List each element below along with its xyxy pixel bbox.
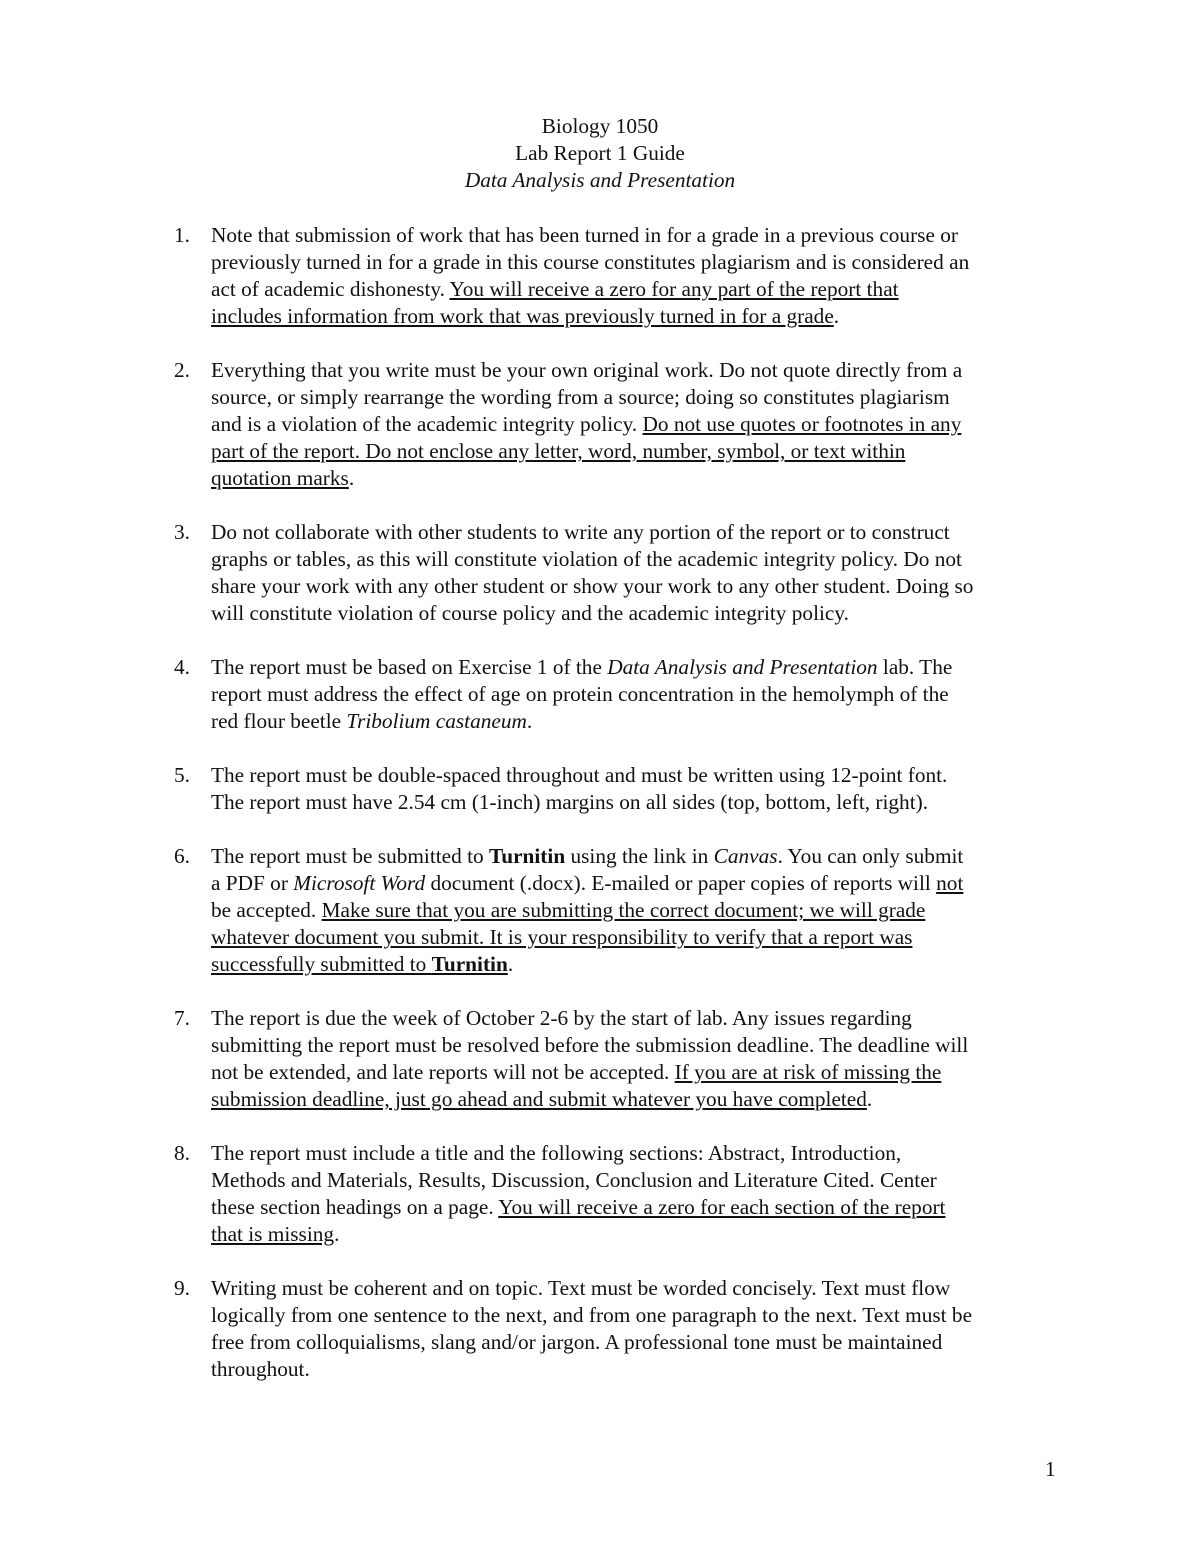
document-title: Lab Report 1 Guide — [515, 141, 685, 165]
text-segment: be accepted. — [211, 898, 322, 922]
text-segment: using the link in — [565, 844, 714, 868]
text-line — [211, 357, 1065, 384]
text-line — [211, 1032, 1065, 1059]
text-segment: not be extended, and late reports will not be accepted. — [211, 1060, 675, 1084]
text-line — [211, 1086, 1065, 1113]
underlined-text: Turnitin — [431, 952, 508, 976]
italic-text: Canvas — [713, 844, 778, 868]
text-line — [211, 276, 1065, 303]
text-line — [211, 654, 1065, 681]
page-number: 1 — [1045, 1457, 1056, 1481]
text-line — [211, 897, 1065, 924]
text-segment: source, or simply rearrange the wording from a source; doing so constitutes plagiarism — [211, 385, 950, 409]
underlined-text: Do not use quotes or footnotes in any — [642, 412, 962, 436]
underlined-text: quotation marks — [211, 466, 349, 490]
item-number: 3. — [174, 520, 190, 544]
underlined-text: submission deadline, just go ahead and submit whatever you have completed — [211, 1087, 867, 1111]
underlined-text: If you are at risk of missing the — [674, 1060, 942, 1084]
document-subtitle: Data Analysis and Presentation — [464, 168, 736, 192]
underlined-text: whatever document you submit. It is your responsibility to verify that a report was — [211, 925, 913, 949]
underlined-text: not — [936, 871, 964, 895]
guideline-item — [0, 654, 1200, 735]
guideline-item — [0, 357, 1200, 492]
text-segment: . — [866, 1087, 873, 1111]
italic-text: Tribolium castaneum — [346, 709, 527, 733]
guideline-item — [0, 1275, 1200, 1383]
underlined-text: that is missing — [211, 1222, 335, 1246]
underlined-text: successfully submitted to — [211, 952, 432, 976]
text-line — [211, 1059, 1065, 1086]
bold-text: Turnitin — [489, 844, 566, 868]
item-number: 1. — [174, 223, 190, 247]
item-text — [211, 843, 1065, 978]
text-segment: logically from one sentence to the next, and from one paragraph to the next. Text must be — [211, 1303, 973, 1327]
text-line — [211, 843, 1065, 870]
text-line — [211, 1221, 1065, 1248]
text-segment: and is a violation of the academic integrity policy. — [211, 412, 643, 436]
underlined-text: includes information from work that was previously turned in for a grade — [211, 304, 834, 328]
text-line — [211, 1302, 1065, 1329]
underlined-text: part of the report. Do not enclose any letter, word, number, symbol, or text within — [211, 439, 906, 463]
underlined-text: You will receive a zero for each section of the report — [498, 1195, 946, 1219]
text-line — [211, 1329, 1065, 1356]
text-line — [211, 1356, 1065, 1383]
guideline-item — [0, 1005, 1200, 1113]
text-line — [211, 681, 1065, 708]
text-segment: report must address the effect of age on protein concentration in the hemolymph of the — [211, 682, 949, 706]
text-segment: act of academic dishonesty. — [211, 277, 450, 301]
item-number: 4. — [174, 655, 190, 679]
text-segment: . — [526, 709, 533, 733]
item-text — [211, 1005, 1065, 1113]
text-segment: Do not collaborate with other students to write any portion of the report or to construct — [211, 520, 950, 544]
guideline-item — [0, 1140, 1200, 1248]
text-line — [211, 573, 1065, 600]
text-segment: The report must have 2.54 cm (1-inch) margins on all sides (top, bottom, left, right). — [211, 790, 929, 814]
item-number: 6. — [174, 844, 190, 868]
text-line — [211, 519, 1065, 546]
text-segment: document (.docx). E-mailed or paper copies of reports will — [425, 871, 937, 895]
text-line — [211, 1167, 1065, 1194]
text-segment: graphs or tables, as this will constitute violation of the academic integrity policy. Do not — [211, 547, 962, 571]
text-line — [211, 708, 1065, 735]
text-segment: The report must be based on Exercise 1 of the — [211, 655, 608, 679]
item-number: 9. — [174, 1276, 190, 1300]
text-line — [211, 1140, 1065, 1167]
guideline-item — [0, 843, 1200, 978]
text-segment: share your work with any other student or show your work to any other student. Doing so — [211, 574, 974, 598]
text-segment: previously turned in for a grade in this course constitutes plagiarism and is considered an — [211, 250, 970, 274]
italic-text: Data Analysis and Presentation — [607, 655, 878, 679]
item-number: 7. — [174, 1006, 190, 1030]
text-segment: The report must include a title and the following sections: Abstract, Introduction, — [211, 1141, 902, 1165]
text-line — [211, 384, 1065, 411]
guideline-item — [0, 222, 1200, 330]
text-line — [211, 789, 1065, 816]
text-line — [211, 303, 1065, 330]
text-segment: Everything that you write must be your own original work. Do not quote directly from a — [211, 358, 963, 382]
text-line — [211, 1275, 1065, 1302]
guideline-item — [0, 762, 1200, 816]
text-segment: Writing must be coherent and on topic. Text must be worded concisely. Text must flow — [211, 1276, 951, 1300]
text-line — [211, 1005, 1065, 1032]
text-segment: . You can only submit — [777, 844, 964, 868]
item-text — [211, 1140, 1065, 1248]
guideline-item — [0, 519, 1200, 627]
item-number: 2. — [174, 358, 190, 382]
text-segment: . — [348, 466, 355, 490]
item-text — [211, 357, 1065, 492]
item-text — [211, 1275, 1065, 1383]
italic-text: Microsoft Word — [293, 871, 426, 895]
text-line — [211, 1194, 1065, 1221]
text-segment: free from colloquialisms, slang and/or jargon. A professional tone must be maintained — [211, 1330, 943, 1354]
text-segment: . — [833, 304, 840, 328]
text-segment: lab. The — [877, 655, 953, 679]
course-title: Biology 1050 — [541, 114, 659, 138]
guideline-list — [0, 222, 1200, 1410]
text-segment: . — [334, 1222, 340, 1246]
text-line — [211, 762, 1065, 789]
item-text — [211, 654, 1065, 735]
document-header — [0, 113, 1200, 194]
item-number: 8. — [174, 1141, 190, 1165]
text-segment: submitting the report must be resolved before the submission deadline. The deadline will — [211, 1033, 969, 1057]
underlined-text: Make sure that you are submitting the correct document; we will grade — [321, 898, 926, 922]
underlined-text: You will receive a zero for any part of the report that — [449, 277, 899, 301]
item-number: 5. — [174, 763, 190, 787]
text-segment: Note that submission of work that has been turned in for a grade in a previous course or — [211, 223, 958, 247]
text-segment: will constitute violation of course policy and the academic integrity policy. — [211, 601, 849, 625]
item-text — [211, 222, 1065, 330]
text-segment: red flour beetle — [211, 709, 347, 733]
text-segment: a PDF or — [211, 871, 294, 895]
text-segment: these section headings on a page. — [211, 1195, 499, 1219]
text-segment: throughout. — [211, 1357, 310, 1381]
item-text — [211, 762, 1065, 816]
text-line — [211, 600, 1065, 627]
text-line — [211, 249, 1065, 276]
text-segment: . — [507, 952, 514, 976]
text-segment: Methods and Materials, Results, Discussion, Conclusion and Literature Cited. Center — [211, 1168, 937, 1192]
text-segment: The report must be submitted to — [211, 844, 489, 868]
text-line — [211, 924, 1065, 951]
text-segment: The report is due the week of October 2-6 by the start of lab. Any issues regarding — [211, 1006, 912, 1030]
text-line — [211, 438, 1065, 465]
item-text — [211, 519, 1065, 627]
text-line — [211, 870, 1065, 897]
text-line — [211, 411, 1065, 438]
text-line — [211, 951, 1065, 978]
text-line — [211, 222, 1065, 249]
text-segment: The report must be double-spaced throughout and must be written using 12-point font. — [211, 763, 948, 787]
text-line — [211, 465, 1065, 492]
text-line — [211, 546, 1065, 573]
